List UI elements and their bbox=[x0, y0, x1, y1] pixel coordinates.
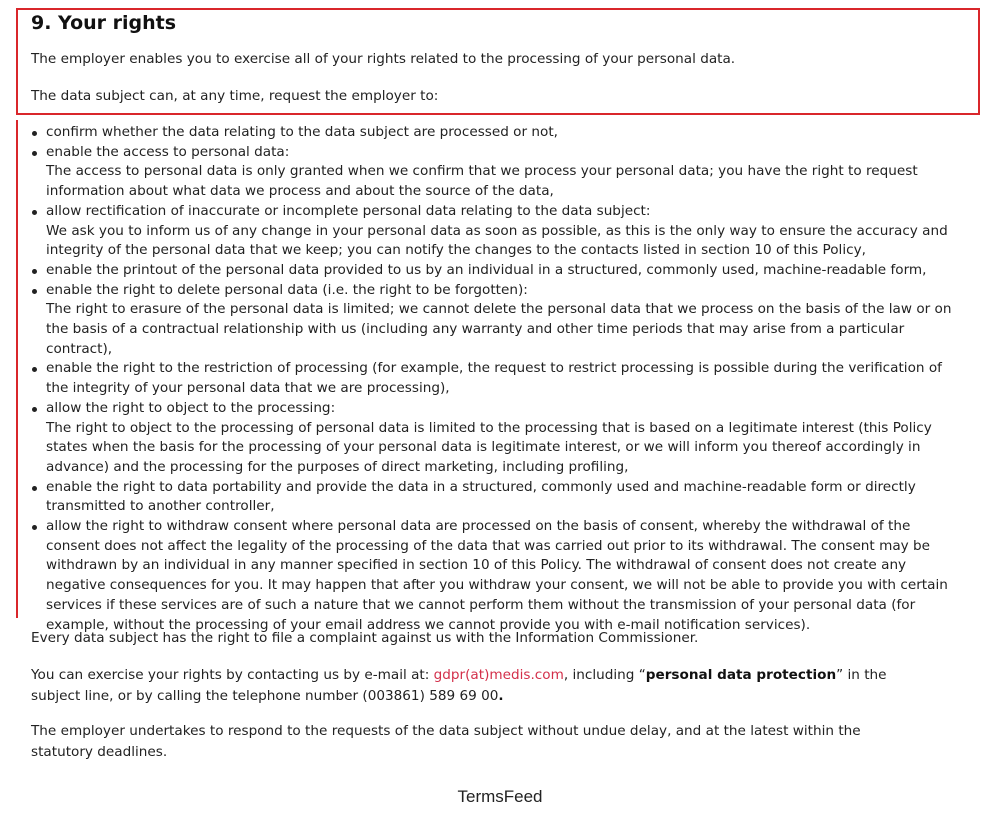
right-text: confirm whether the data relating to the data subject are processed or not, bbox=[46, 124, 558, 140]
right-detail: The access to personal data is only granted when we confirm that we process your personal data; you have the right to request information about what data we process and about the source of the data, bbox=[46, 163, 918, 200]
right-text: allow rectification of inaccurate or incomplete personal data relating to the data subject: bbox=[46, 202, 651, 219]
complaint-paragraph: Every data subject has the right to file a complaint against us with the Information Commissioner. bbox=[31, 630, 699, 646]
rights-list-item bbox=[20, 399, 965, 478]
contact-period: . bbox=[498, 688, 504, 704]
right-detail: We ask you to inform us of any change in your personal data as soon as possible, as this is the only way to ensure the accuracy and integrity of the personal data that we keep; you can notify the changes to the contacts listed in section 10 of this Policy, bbox=[46, 222, 948, 259]
contact-paragraph bbox=[31, 665, 887, 707]
rights-list bbox=[20, 123, 965, 635]
rights-list-item bbox=[20, 261, 965, 281]
rights-list-item bbox=[20, 123, 965, 143]
rights-list-item bbox=[20, 359, 965, 398]
contact-text-before: You can exercise your rights by contacting us by e-mail at: bbox=[31, 667, 434, 683]
response-paragraph bbox=[31, 721, 861, 763]
rights-list-item bbox=[20, 143, 965, 202]
right-text: enable the right to data portability and provide the data in a structured, commonly used and machine-readable form or directly transmitted to another controller, bbox=[46, 478, 916, 515]
response-line2: statutory deadlines. bbox=[31, 744, 168, 760]
right-text: enable the printout of the personal data provided to us by an individual in a structured, commonly used, machine-readable form, bbox=[46, 261, 927, 278]
right-text: allow the right to withdraw consent where personal data are processed on the basis of consent, whereby the withdrawal of the consent does not affect the legality of the processing of the data that was carried out prior to its withdrawal. The consent may be withdrawn by an individual in any manner specified in section 10 of this Policy. The withdrawal of consent does not create any negative consequences for you. It may happen that after you withdraw your consent, we will not be able to provide you with certain services if these services are of such a nature that we cannot perform them without the transmission of your personal data (for example, without the processing of your email address we cannot provide you with e-mail notification services). bbox=[46, 518, 948, 633]
rights-list-item bbox=[20, 517, 965, 635]
subject-keyword: personal data protection bbox=[645, 667, 837, 683]
email-link[interactable]: gdpr(at)medis.com bbox=[433, 667, 564, 683]
right-detail: The right to erasure of the personal data is limited; we cannot delete the personal data that we process on the basis of the law or on the basis of a contractual relationship with us (including any warranty and other time periods that may arise from a particular contract), bbox=[46, 301, 952, 357]
contact-text-after: ” in the bbox=[836, 667, 887, 683]
rights-list-item bbox=[20, 281, 965, 360]
footer-brand: TermsFeed bbox=[457, 787, 543, 806]
section-title: 9. Your rights bbox=[31, 12, 177, 34]
right-detail: The right to object to the processing of personal data is limited to the processing that is based on a legitimate interest (this Policy states when the basis for the processing of your personal data is legitimate interest, or we will inform you thereof accordingly in advance) and the processing for the purposes of direct marketing, including profiling, bbox=[46, 419, 932, 475]
right-text: enable the right to the restriction of processing (for example, the request to restrict processing is possible during the verification of the integrity of your personal data that we are processing), bbox=[46, 360, 942, 397]
rights-list-item bbox=[20, 202, 965, 261]
highlight-line bbox=[16, 120, 18, 618]
right-text: enable the access to personal data: bbox=[46, 143, 290, 160]
right-text: allow the right to object to the processing: bbox=[46, 399, 336, 416]
intro-request: The data subject can, at any time, request the employer to: bbox=[31, 88, 439, 104]
contact-text-middle: , including “ bbox=[563, 667, 646, 683]
intro-paragraph: The employer enables you to exercise all of your rights related to the processing of your personal data. bbox=[31, 51, 736, 67]
rights-list-item bbox=[20, 478, 965, 517]
response-line1: The employer undertakes to respond to the requests of the data subject without undue delay, and at the latest within the bbox=[31, 723, 861, 739]
right-text: enable the right to delete personal data (i.e. the right to be forgotten): bbox=[46, 281, 528, 298]
contact-line2: subject line, or by calling the telephone number (003861) 589 69 00 bbox=[31, 688, 499, 704]
